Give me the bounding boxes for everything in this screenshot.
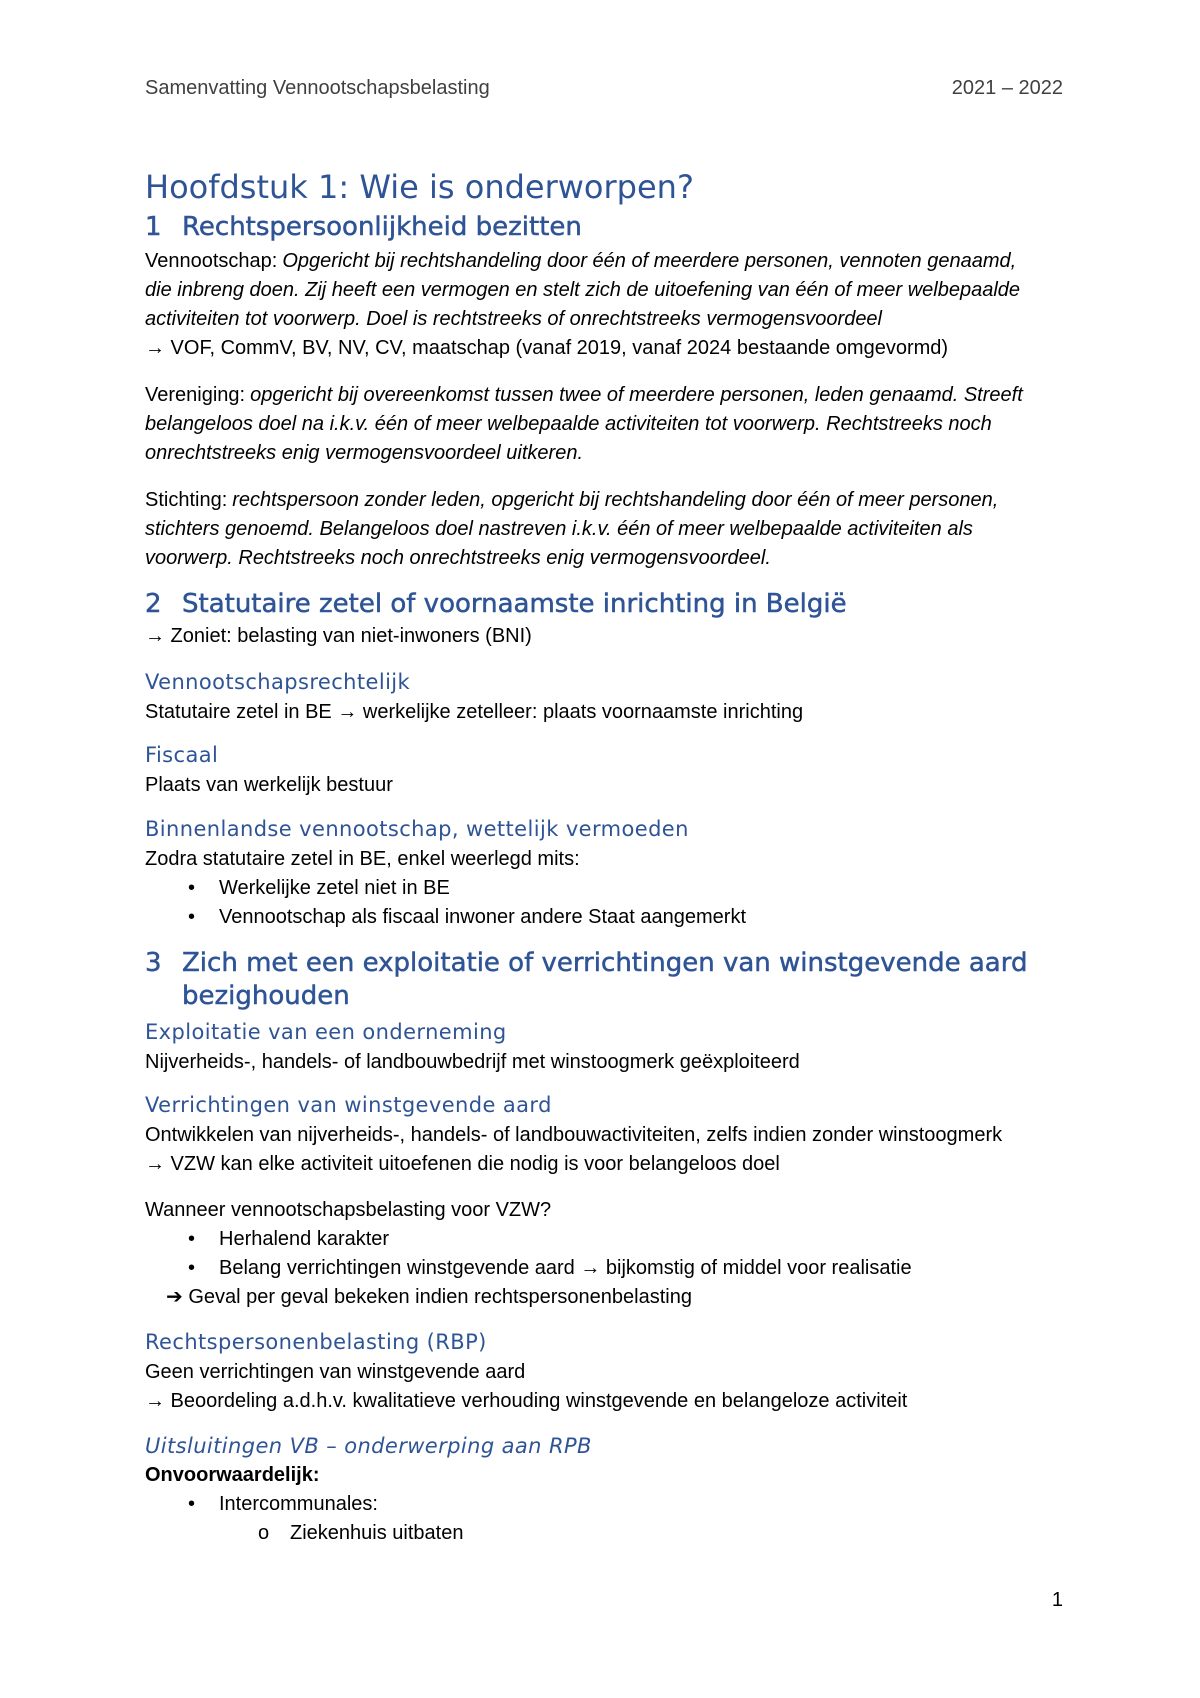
chapter-title: Hoofdstuk 1: Wie is onderworpen? [145,168,694,206]
subheading-verrichtingen: Verrichtingen van winstgevende aard [145,1093,552,1117]
definition-label: Stichting: [145,489,228,511]
text-line [145,544,1075,573]
text-line [145,381,1075,410]
text-line [145,410,1075,439]
section-heading-3 [145,947,1075,1013]
page-header [145,76,1063,100]
bullet-marker: • [188,877,196,899]
bullet-marker: • [188,1493,196,1515]
sub-list-item [145,1519,1075,1548]
section-title: Rechtspersoonlijkheid bezitten [182,212,582,242]
list-item [145,1490,1075,1519]
definition-text: die inbreng doen. Zij heeft een vermogen en stelt zich de uitoefening van één of meer welbepaalde [145,279,1021,301]
list-item-text: Ziekenhuis uitbaten [290,1522,464,1544]
header-title: Samenvatting Vennootschapsbelasting [145,77,490,99]
bullet-marker: • [188,1228,196,1250]
definition-text: activiteiten tot voorwerp. Doel is rechtstreeks of onrechtstreeks vermogensvoordeel [145,308,883,330]
arrow-note: → VZW kan elke activiteit uitoefenen die nodig is voor belangeloos doel [145,1153,780,1175]
conclusion-line: ➔ Geval per geval bekeken indien rechtspersonenbelasting [166,1286,692,1308]
sub-bullet-marker: o [258,1522,270,1544]
bold-label: Onvoorwaardelijk: [145,1464,320,1486]
list-item-text: Intercommunales: [219,1493,378,1515]
text-line: Geen verrichtingen van winstgevende aard [145,1361,526,1383]
section-heading-1 [145,211,1075,244]
list-item [145,874,1075,903]
section-title: Statutaire zetel of voornaamste inrichting in België [182,589,847,619]
text-block [145,1358,1075,1416]
text-line [145,247,1075,276]
section-title: Zich met een exploitatie of verrichtingen van winstgevende aard bezighouden [182,948,1028,1011]
subheading-exploitatie: Exploitatie van een onderneming [145,1020,507,1044]
section-number: 1 [145,212,162,242]
subheading-uitsluitingen: Uitsluitingen VB – onderwerping aan RPB [145,1434,592,1458]
text-block [145,1196,1075,1312]
definition-text: belangeloos doel na i.k.v. één of meer welbepaalde activiteiten tot voorwerp. Rechtstreeks noch [145,413,992,435]
arrow-note: → Beoordeling a.d.h.v. kwalitatieve verhouding winstgevende en belangeloze activiteit [145,1390,908,1412]
definition-text: opgericht bij overeenkomst tussen twee of meerdere personen, leden genaamd. Streeft [250,384,1023,406]
bullet-marker: • [188,1257,196,1279]
definition-label: Vennootschap: [145,250,278,272]
arrow-note: → Zoniet: belasting van niet-inwoners (BNI) [145,625,532,647]
arrow-note: → VOF, CommV, BV, NV, CV, maatschap (vanaf 2019, vanaf 2024 bestaande omgevormd) [145,337,949,359]
text-line: Statutaire zetel in BE → werkelijke zetelleer: plaats voornaamste inrichting [145,701,804,723]
list-item-text: Belang verrichtingen winstgevende aard → bijkomstig of middel voor realisatie [219,1257,912,1279]
text-line [145,439,1075,468]
text-line [145,486,1075,515]
definition-text: Opgericht bij rechtshandeling door één of meerdere personen, vennoten genaamd, [282,250,1017,272]
subheading-fiscaal: Fiscaal [145,743,219,767]
text-block [145,845,1075,932]
text-line: Nijverheids-, handels- of landbouwbedrijf met winstoogmerk geëxploiteerd [145,1051,800,1073]
list-item-text: Werkelijke zetel niet in BE [219,877,450,899]
text-line: Zodra statutaire zetel in BE, enkel weerlegd mits: [145,848,580,870]
subheading-binnenlandse-vennootschap: Binnenlandse vennootschap, wettelijk vermoeden [145,817,689,841]
definition-text: onrechtstreeks enig vermogensvoordeel uitkeren. [145,442,584,464]
text-block [145,1121,1075,1179]
definition-vennootschap [145,247,1075,363]
section-heading-2 [145,588,1075,621]
page-content [145,167,1075,1548]
definition-text: rechtspersoon zonder leden, opgericht bij rechtshandeling door één of meer personen, [232,489,999,511]
definition-label: Vereniging: [145,384,246,406]
page-number: 1 [1051,1589,1063,1611]
text-line [145,515,1075,544]
list-item [145,1254,1075,1283]
definition-text: voorwerp. Rechtstreeks noch onrechtstreeks enig vermogensvoordeel. [145,547,771,569]
definition-stichting [145,486,1075,573]
question-line: Wanneer vennootschapsbelasting voor VZW? [145,1199,552,1221]
header-year: 2021 – 2022 [951,77,1063,99]
text-line [145,276,1075,305]
definition-vereniging [145,381,1075,468]
text-line: Ontwikkelen van nijverheids-, handels- of landbouwactiviteiten, zelfs indien zonder winstoogmerk [145,1124,1003,1146]
list-item-text: Vennootschap als fiscaal inwoner andere Staat aangemerkt [219,906,747,928]
section-number: 3 [145,948,162,978]
subheading-rechtspersonenbelasting: Rechtspersonenbelasting (RBP) [145,1330,487,1354]
list-item [145,903,1075,932]
text-line [145,305,1075,334]
list-item [145,1225,1075,1254]
subheading-vennootschapsrechtelijk: Vennootschapsrechtelijk [145,670,411,694]
section-number: 2 [145,589,162,619]
definition-text: stichters genoemd. Belangeloos doel nastreven i.k.v. één of meer welbepaalde activiteiten als [145,518,973,540]
bullet-marker: • [188,906,196,928]
text-line: Plaats van werkelijk bestuur [145,774,393,796]
list-item-text: Herhalend karakter [219,1228,390,1250]
text-block [145,1461,1075,1548]
